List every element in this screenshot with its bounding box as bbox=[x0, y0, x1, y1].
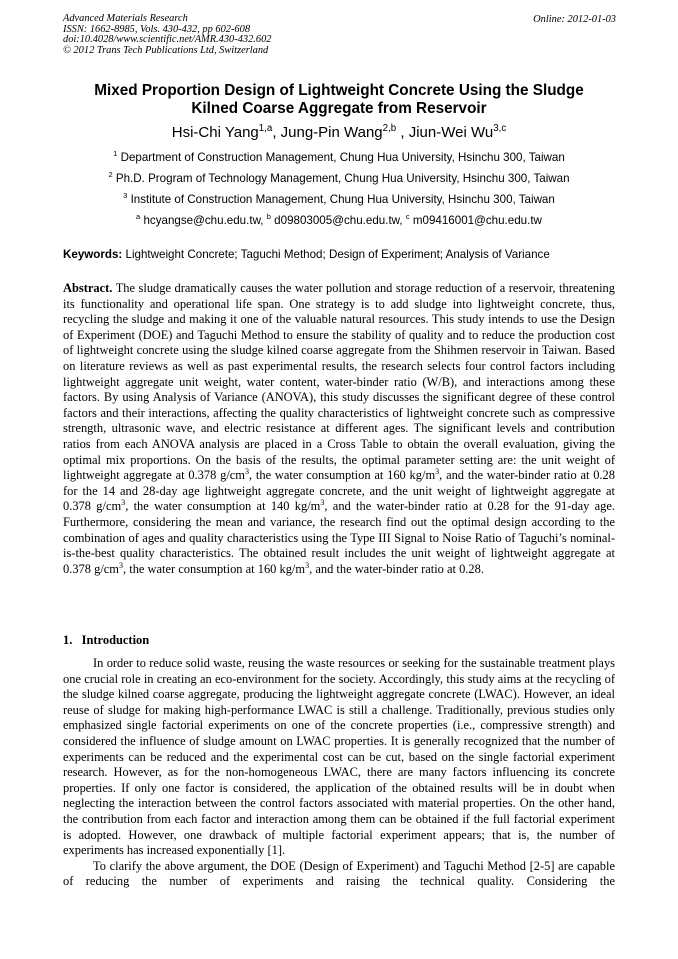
author: , Jung-Pin Wang bbox=[272, 124, 383, 141]
emails bbox=[50, 214, 628, 227]
exponent: 3 bbox=[121, 498, 126, 508]
paper-title bbox=[50, 82, 628, 118]
paragraph: To clarify the above argument, the DOE (Design of Experiment) and Taguchi Method [2-5] are capable of reducing the number of experiments and raising the technical quality. Considering the bbox=[63, 858, 615, 889]
exponent: 3 bbox=[435, 466, 440, 476]
exponent: 3 bbox=[305, 560, 310, 570]
author: Hsi-Chi Yang bbox=[171, 124, 259, 141]
email-sup: a bbox=[136, 212, 141, 222]
abstract-text: , the water consumption at 140 kg/m bbox=[125, 499, 321, 514]
author-sup: 1,a bbox=[258, 123, 273, 134]
exponent: 3 bbox=[244, 466, 250, 476]
doi: doi:10.4028/www.scientific.net/AMR.430-432.602 bbox=[63, 34, 272, 46]
author-sup: 2,b bbox=[382, 123, 397, 134]
author: , Jiun-Wei Wu bbox=[396, 124, 494, 141]
aff-sup: 2 bbox=[108, 170, 113, 180]
aff-text: Institute of Construction Management, Chung Hua University, Hsinchu 300, Taiwan bbox=[127, 193, 555, 206]
exponent: 3 bbox=[320, 498, 325, 508]
introduction bbox=[63, 656, 615, 890]
affiliation bbox=[50, 151, 628, 164]
journal-header bbox=[63, 14, 271, 56]
exponent: 3 bbox=[118, 560, 124, 570]
keywords-label: Keywords: bbox=[63, 248, 123, 261]
email: d09803005@chu.edu.tw, bbox=[270, 214, 406, 227]
title-line: Kilned Coarse Aggregate from Reservoir bbox=[191, 100, 487, 117]
abstract-text: , and the water-binder ratio at 0.28 for the 91-day age. Furthermore, considering the mean and variance, the research find out the optimal design according to the combination of ages and quality characteristics using the Type III Signal to Noise Ratio of Taguchi’s nominal-is-the-best quality characteristics. The obtained result includes the unit weight of lightweight aggregate at 0.378 g/cm bbox=[63, 499, 615, 576]
email-sup: b bbox=[266, 212, 271, 222]
email: m09416001@chu.edu.tw bbox=[409, 214, 542, 227]
affiliation bbox=[50, 172, 628, 185]
aff-text: Department of Construction Management, Chung Hua University, Hsinchu 300, Taiwan bbox=[117, 151, 565, 164]
abstract bbox=[63, 281, 615, 577]
keywords bbox=[63, 248, 550, 261]
keywords-text: Lightweight Concrete; Taguchi Method; Design of Experiment; Analysis of Variance bbox=[122, 248, 550, 261]
aff-sup: 3 bbox=[123, 191, 128, 201]
email: hcyangse@chu.edu.tw, bbox=[140, 214, 267, 227]
aff-sup: 1 bbox=[113, 149, 118, 159]
author-sup: 3,c bbox=[493, 123, 507, 134]
online-date: Online: 2012-01-03 bbox=[533, 14, 616, 25]
authors bbox=[50, 124, 628, 141]
abstract-text: , and the water-binder ratio at 0.28. bbox=[309, 561, 484, 576]
abstract-text: The sludge dramatically causes the water pollution and storage reduction of a reservoir, threatening its functionality and operational life span. One strategy is to add sludge into lightweight concrete, thus, recycling the sludge and making it one of the valuable natural resources. This study intends to use the Design of Experiment (DOE) and Taguchi Method to ensure the stability of quality and to reduce the production cost of lightweight concrete using the sludge kilned coarse aggregate from the Shihmen reservoir in Taiwan. Based on literature reviews as well as past experimental results, the research selects four control factors including lightweight aggregate unit weight, water content, water-binder ratio (W/B), and interactions among these factors. By using Analysis of Variance (ANOVA), this study discusses the significant degree of these control factors and their interactions, affecting the quality characteristics of lightweight concrete such as compressive strength, ultrasonic wave, and electric resistance at different ages. The significant levels and contribution ratios from each ANOVA analysis are placed in a Cross Table to obtain the overall evaluation, giving the optimal mix proportions. On the basis of the results, the optimal parameter setting are: the unit weight of lightweight aggregate at 0.378 g/cm bbox=[63, 281, 615, 483]
abstract-text: , the water consumption at 160 kg/m bbox=[123, 561, 306, 576]
abstract-text: , the water consumption at 160 kg/m bbox=[249, 468, 436, 483]
affiliation bbox=[50, 193, 628, 206]
aff-text: Ph.D. Program of Technology Management, Chung Hua University, Hsinchu 300, Taiwan bbox=[112, 172, 570, 185]
copyright: © 2012 Trans Tech Publications Ltd, Switzerland bbox=[63, 44, 269, 56]
title-line: Mixed Proportion Design of Lightweight Concrete Using the Sludge bbox=[94, 82, 584, 99]
section-heading: 1. Introduction bbox=[63, 633, 150, 647]
journal-name: Advanced Materials Research bbox=[63, 13, 188, 24]
paragraph: In order to reduce solid waste, reusing the waste resources or seeking for the sustainable treatment plays one crucial role in creating an eco-environment for the society. Accordingly, this study aims at the recycling of the sludge kilned coarse aggregate, producing the lightweight aggregate concrete (LWAC). However, an ideal reuse of sludge for making high-performance LWAC is still a challenge. Traditionally, previous studies only emphasized single factorial experiments on one of the concrete properties (i.e., compressive strength) and considered the influence of sludge amount on LWAC properties. It is generally recognized that the number of experiments can be reduced and the experimental cost can be cut, based on the single factorial experiment research. However, as for the non-homogeneous LWAC, there are many factors influencing its concrete properties. If only one factor is considered, the application of the obtained results will be in doubt when neglecting the interaction between the control factors associated with material properties. On the other hand, the contribution from each factor and interaction among them can be obtained if the full factorial experiment is adopted. However, one drawback of multiple factorial experiment appears; that is, the number of experiments has increased exponentially [1]. bbox=[63, 656, 615, 858]
abstract-label: Abstract. bbox=[63, 281, 113, 295]
email-sup: c bbox=[405, 212, 410, 222]
abstract-text: , and the water-binder ratio at 0.28 for the 14 and 28-day age lightweight aggregate concrete, and the unit weight of lightweight aggregate at 0.378 g/cm bbox=[63, 468, 615, 514]
issn: ISSN: 1662-8985, Vols. 430-432, pp 602-608 bbox=[63, 23, 251, 35]
